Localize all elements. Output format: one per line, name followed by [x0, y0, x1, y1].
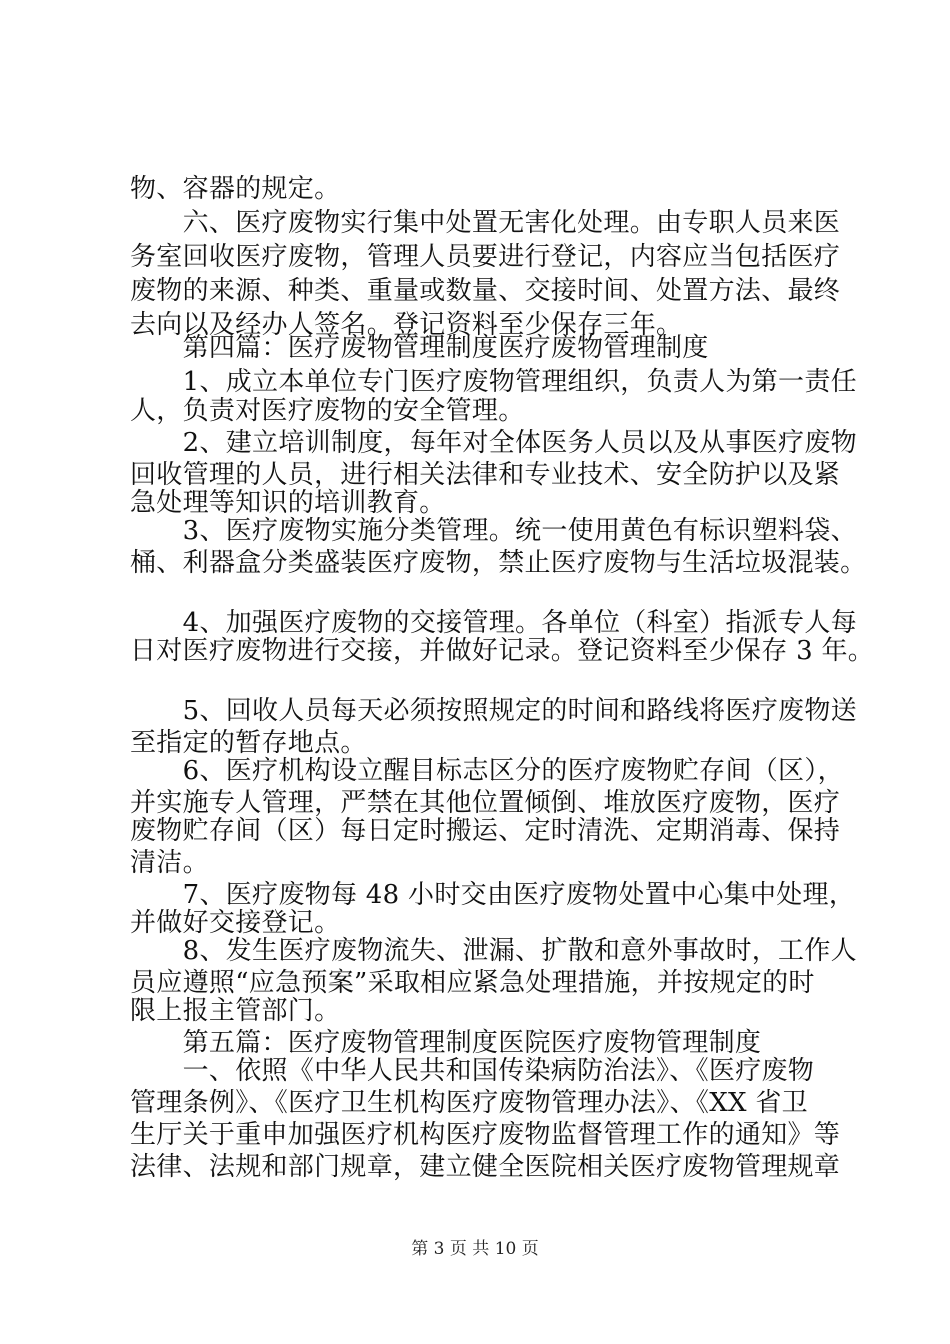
text-line: 5、回收人员每天必须按照规定的时间和路线将医疗废物送 — [130, 696, 857, 726]
text-line: 2、建立培训制度，每年对全体医务人员以及从事医疗废物 — [130, 428, 857, 458]
text-line: 限上报主管部门。 — [130, 996, 341, 1026]
text-line: 人，负责对医疗废物的安全管理。 — [130, 396, 525, 426]
text-line: 3、医疗废物实施分类管理。统一使用黄色有标识塑料袋、 — [130, 516, 857, 546]
text-line: 员应遵照“应急预案”采取相应紧急处理措施，并按规定的时 — [130, 968, 815, 998]
section-heading: 第五篇：医疗废物管理制度医院医疗废物管理制度 — [130, 1028, 762, 1058]
text-line: 至指定的暂存地点。 — [130, 728, 367, 758]
text-line: 1、成立本单位专门医疗废物管理组织，负责人为第一责任 — [130, 367, 857, 397]
text-line: 一、依照《中华人民共和国传染病防治法》、《医疗废物 — [130, 1056, 815, 1086]
text-line: 日对医疗废物进行交接，并做好记录。登记资料至少保存 3 年。 — [130, 636, 875, 666]
text-line: 六、医疗废物实行集中处置无害化处理。由专职人员来医 — [130, 208, 841, 238]
text-line: 桶、利器盒分类盛装医疗废物，禁止医疗废物与生活垃圾混装。 — [130, 548, 867, 578]
text-line: 务室回收医疗废物，管理人员要进行登记，内容应当包括医疗 — [130, 242, 841, 272]
text-line: 废物的来源、种类、重量或数量、交接时间、处置方法、最终 — [130, 276, 841, 306]
text-line: 清洁。 — [130, 848, 209, 878]
page-number: 第 3 页 共 10 页 — [411, 1239, 539, 1259]
text-line: 物、容器的规定。 — [130, 174, 341, 204]
text-line: 法律、法规和部门规章，建立健全医院相关医疗废物管理规章 — [130, 1152, 841, 1182]
text-line: 并做好交接登记。 — [130, 908, 341, 938]
text-line: 去向以及经办人签名。登记资料至少保存三年。 — [130, 310, 683, 340]
text-line: 废物贮存间（区）每日定时搬运、定时清洗、定期消毒、保持 — [130, 816, 841, 846]
text-line: 管理条例》、《医疗卫生机构医疗废物管理办法》、《XX 省卫 — [130, 1088, 808, 1118]
text-line: 回收管理的人员，进行相关法律和专业技术、安全防护以及紧 — [130, 460, 841, 490]
text-line: 4、加强医疗废物的交接管理。各单位（科室）指派专人每 — [130, 608, 857, 638]
text-line: 8、发生医疗废物流失、泄漏、扩散和意外事故时，工作人 — [130, 936, 857, 966]
text-line: 6、医疗机构设立醒目标志区分的医疗废物贮存间（区）， — [130, 756, 844, 786]
text-line: 7、医疗废物每 48 小时交由医疗废物处置中心集中处理， — [130, 880, 856, 910]
text-line: 并实施专人管理，严禁在其他位置倾倒、堆放医疗废物，医疗 — [130, 788, 841, 818]
section-heading: 第四篇：医疗废物管理制度医疗废物管理制度 — [130, 333, 709, 363]
text-line: 生厅关于重申加强医疗机构医疗废物监督管理工作的通知》等 — [130, 1120, 841, 1150]
text-line: 急处理等知识的培训教育。 — [130, 488, 446, 518]
